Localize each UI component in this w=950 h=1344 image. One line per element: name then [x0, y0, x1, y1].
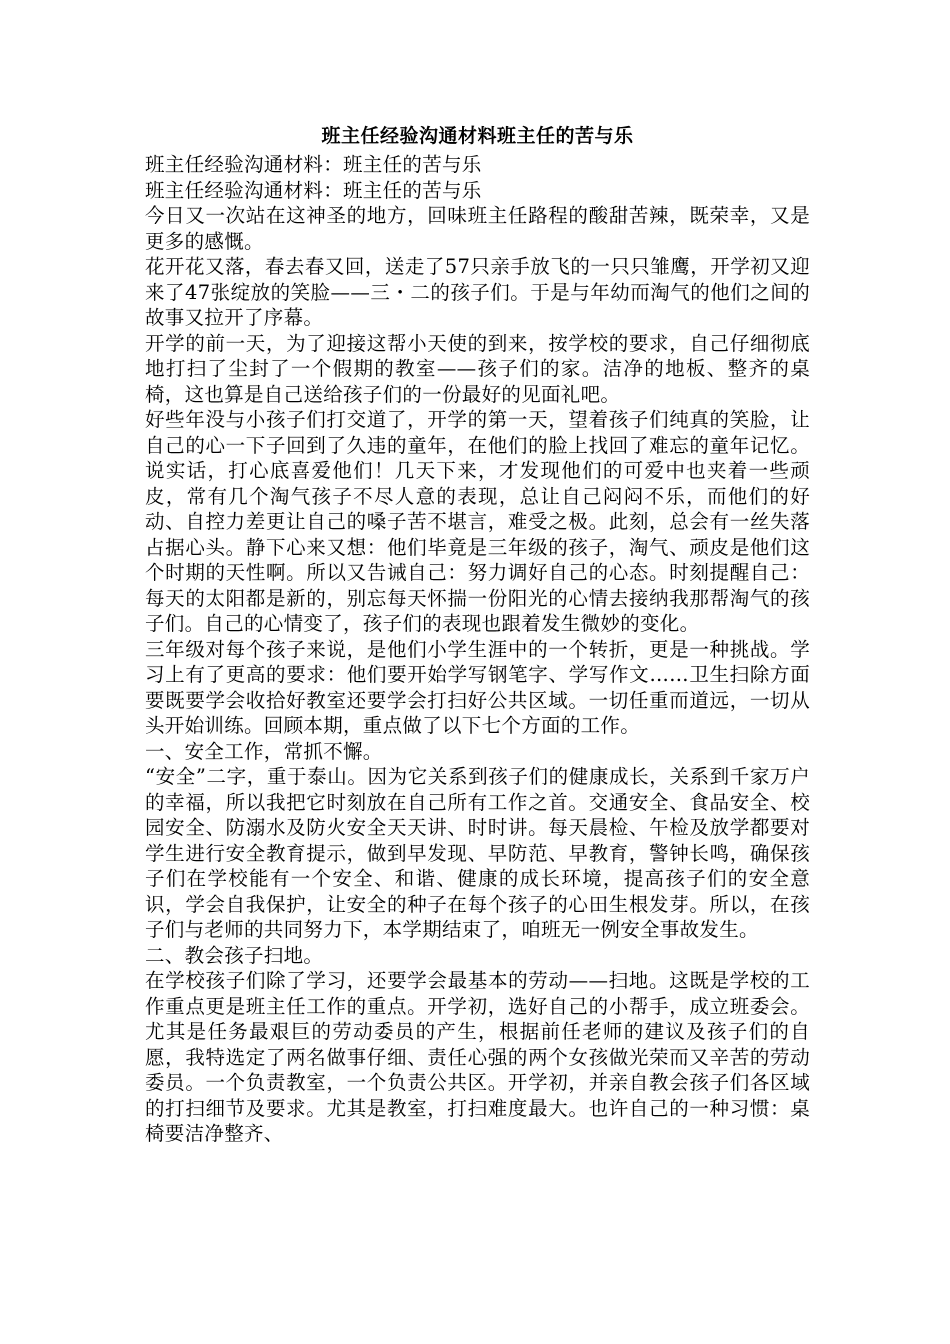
section-heading: 一、安全工作，常抓不懈。 — [145, 739, 383, 763]
paragraph: 班主任经验沟通材料：班主任的苦与乐 — [145, 153, 482, 176]
paragraph: 花开花又落，春去春又回，送走了57只亲手放飞的一只只雏鹰，开学初又迎来了47张绽放的笑脸——三・二的孩子们。于是与年幼而淘气的他们之间的故事又拉开了序幕。 — [145, 255, 810, 329]
paragraph: 三年级对每个孩子来说，是他们小学生涯中的一个转折，更是一种挑战。学习上有了更高的要求：他们要开始学写钢笔字、学写作文……卫生扫除方面要既要学会收拾好教室还要学会打扫好公共区域。一切任重而道远，一切从头开始训练。回顾本期，重点做了以下七个方面的工作。 — [145, 637, 810, 737]
paragraph: 班主任经验沟通材料：班主任的苦与乐 — [145, 178, 482, 202]
document-title: 班主任经验沟通材料班主任的苦与乐 — [321, 125, 634, 147]
paragraph: 今日又一次站在这神圣的地方，回味班主任路程的酸甜苦辣，既荣幸，又是更多的感慨。 — [145, 204, 810, 253]
paragraph: 在学校孩子们除了学习，还要学会最基本的劳动——扫地。这既是学校的工作重点更是班主任工作的重点。开学初，选好自己的小帮手，成立班委会。尤其是任务最艰巨的劳动委员的产生，根据前任老师的建议及孩子们的自愿，我特选定了两名做事仔细、责任心强的两个女孩做光荣而又辛苦的劳动委员。一个负责教室，一个负责公共区。开学初，并亲自教会孩子们各区域的打扫细节及要求。尤其是教室，打扫难度最大。也许自己的一种习惯：桌椅要洁净整齐、 — [145, 969, 810, 1145]
section-heading: 二、教会孩子扫地。 — [145, 943, 324, 967]
paragraph: 开学的前一天，为了迎接这帮小天使的到来，按学校的要求，自己仔细彻底地打扫了尘封了一个假期的教室——孩子们的家。洁净的地板、整齐的桌椅，这也算是自己送给孩子们的一份最好的见面礼吧。 — [145, 331, 810, 406]
document-page — [145, 120, 810, 1147]
paragraph: 好些年没与小孩子们打交道了，开学的第一天，望着孩子们纯真的笑脸，让自己的心一下子回到了久违的童年，在他们的脸上找回了难忘的童年记忆。说实话，打心底喜爱他们！几天下来，才发现他们的可爱中也夹着一些顽皮，常有几个淘气孩子不尽人意的表现，总让自己闷闷不乐，而他们的好动、自控力差更让自己的嗓子苦不堪言，难受之极。此刻，总会有一丝失落占据心头。静下心来又想：他们毕竟是三年级的孩子，淘气、顽皮是他们这个时期的天性啊。所以又告诫自己：努力调好自己的心态。时刻提醒自己：每天的太阳都是新的，别忘每天怀揣一份阳光的心情去接纳我那帮淘气的孩子们。自己的心情变了，孩子们的表现也跟着发生微妙的变化。 — [145, 408, 810, 635]
paragraph: “安全”二字，重于泰山。因为它关系到孩子们的健康成长，关系到千家万户的幸福，所以我把它时刻放在自己所有工作之首。交通安全、食品安全、校园安全、防溺水及防火安全天天讲、时时讲。每天晨检、午检及放学都要对学生进行安全教育提示，做到早发现、早防范、早教育，警钟长鸣，确保孩子们在学校能有一个安全、和谐、健康的成长环境，提高孩子们的安全意识，学会自我保护，让安全的种子在每个孩子的心田生根发芽。所以，在孩子们与老师的共同努力下，本学期结束了，咱班无一例安全事故发生。 — [145, 765, 810, 941]
